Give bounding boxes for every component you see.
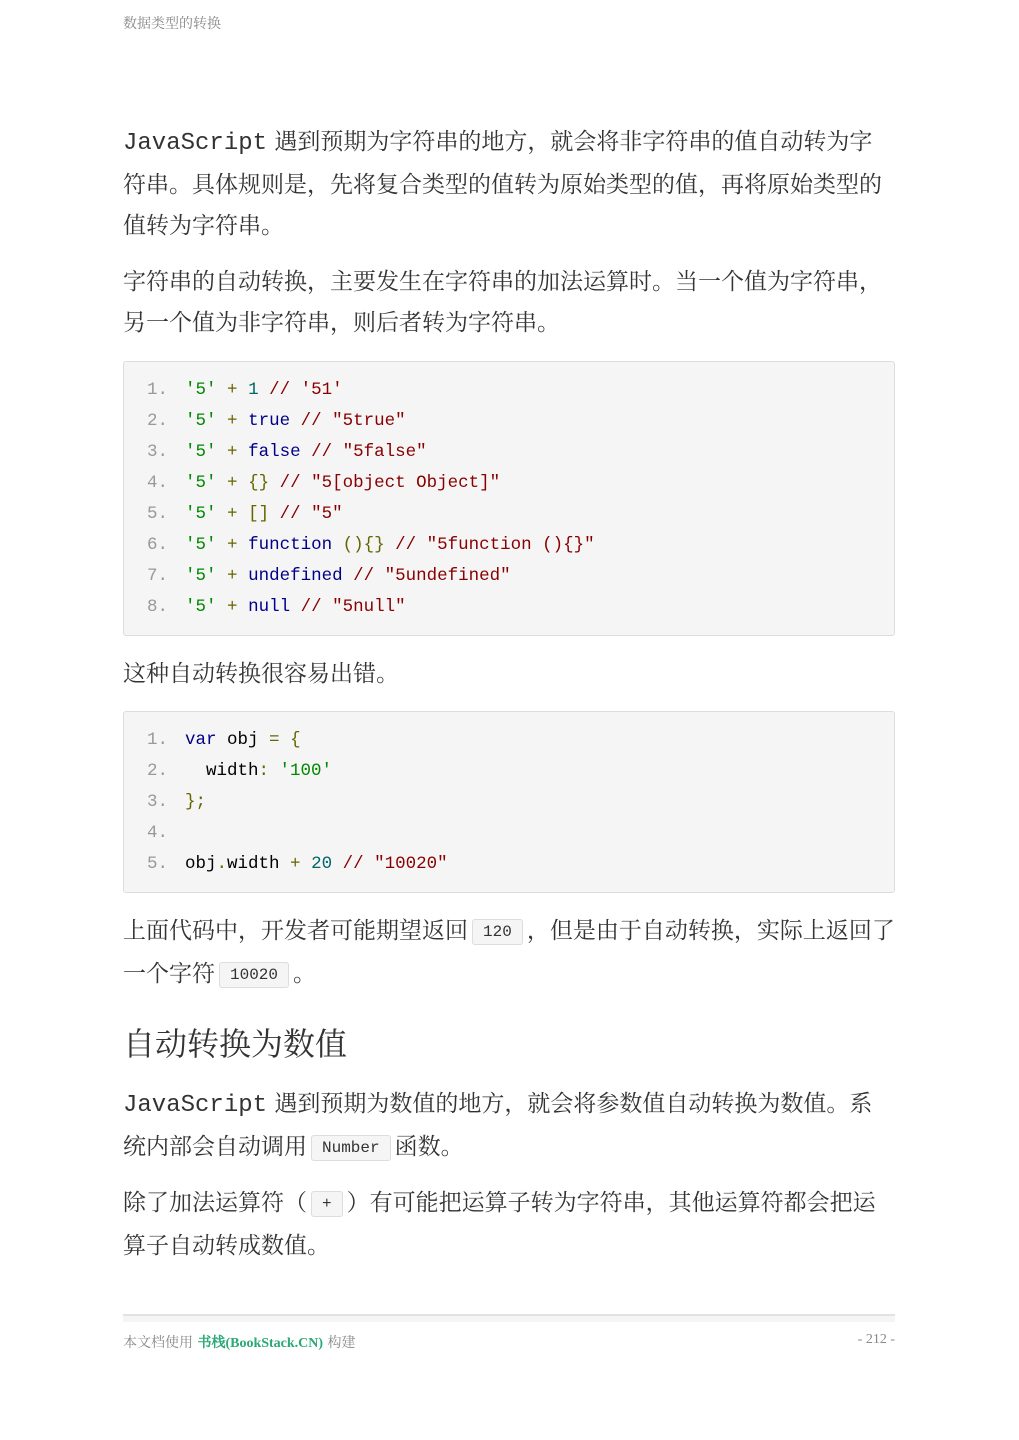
line-number: 3. (146, 792, 168, 812)
code-token: + (227, 503, 238, 524)
code-token (280, 730, 291, 750)
code-token (217, 380, 228, 400)
footer-text: 本文档使用 (123, 1335, 193, 1351)
code-token: + (227, 596, 238, 617)
code-token: // "5null" (300, 596, 406, 617)
code-token (238, 504, 249, 524)
paragraph-error-prone: 这种自动转换很容易出错。 (123, 660, 399, 687)
paragraph-text: 遇到预期为字符串的地方，就会将非字符串的值自动转为字符串。具体规则是，先将复合类型的值转为原始类型的值，再将原始类型的值转为字符串。 (123, 129, 882, 239)
code-token: // "5false" (311, 441, 427, 462)
code-line (124, 756, 894, 787)
code-token: + (227, 441, 238, 462)
line-number: 3. (146, 441, 168, 462)
code-block-continued (123, 1314, 895, 1322)
code-line (124, 499, 894, 530)
code-token (385, 535, 396, 555)
code-token: // "5[object Object]" (279, 472, 501, 493)
code-token: width (227, 854, 291, 874)
inline-monospace-term: JavaScript (123, 1092, 268, 1119)
code-token: true (248, 410, 291, 431)
inline-code: Number (311, 1135, 391, 1161)
code-token (269, 761, 280, 781)
code-token (301, 854, 312, 874)
code-token: '100' (279, 761, 333, 781)
code-line (124, 468, 894, 499)
code-token: '5' (185, 565, 217, 586)
code-token: + (227, 410, 238, 431)
code-token: + (227, 534, 238, 555)
code-line (124, 849, 894, 880)
code-token (290, 411, 301, 431)
code-token: : (258, 761, 270, 781)
code-line (124, 530, 894, 561)
code-line (124, 592, 894, 623)
code-token: + (227, 565, 238, 586)
code-token: 1 (248, 379, 259, 400)
code-line (124, 818, 894, 849)
code-token: '5' (185, 379, 217, 400)
code-token (238, 597, 249, 617)
line-number: 6. (146, 534, 168, 555)
code-token (290, 597, 301, 617)
code-token (332, 535, 343, 555)
line-number: 7. (146, 565, 168, 586)
paragraph-text: 上面代码中，开发者可能期望返回 (123, 918, 468, 944)
code-line (124, 437, 894, 468)
code-line (124, 787, 894, 818)
code-token (217, 597, 228, 617)
page-number: - 212 - (857, 1332, 895, 1347)
line-number: 2. (146, 410, 168, 431)
code-token: // "5true" (300, 410, 406, 431)
code-token: // "5function (){}" (395, 534, 595, 555)
code-token: + (290, 854, 301, 874)
code-token (217, 535, 228, 555)
code-line (124, 406, 894, 437)
code-line (124, 725, 894, 756)
code-token: undefined (248, 565, 343, 586)
running-header: 数据类型的转换 (123, 16, 221, 32)
code-token (332, 854, 343, 874)
code-token: {} (248, 472, 270, 493)
code-token: false (248, 441, 301, 462)
line-number: 8. (146, 596, 168, 617)
code-token: (){} (342, 534, 385, 555)
code-token: '5' (185, 441, 217, 462)
code-block-string-conversion (123, 361, 895, 636)
code-token: // "10020" (342, 854, 448, 874)
code-token: var (185, 730, 217, 750)
code-token: null (248, 596, 291, 617)
code-token: '5' (185, 472, 217, 493)
code-token (217, 473, 228, 493)
paragraph-text: ）有可能把运算子转为字符串，其他运算符都会把运算子自动转成数值。 (123, 1190, 876, 1259)
code-line (124, 375, 894, 406)
paragraph-operators (123, 1183, 895, 1267)
line-number: 1. (146, 379, 168, 400)
code-token: 20 (311, 854, 333, 874)
code-token: '5' (185, 534, 217, 555)
code-token: [] (248, 503, 270, 524)
code-token (238, 411, 249, 431)
code-token: obj (216, 730, 270, 750)
inline-monospace-term: JavaScript (123, 130, 268, 157)
paragraph-string-addition: 字符串的自动转换，主要发生在字符串的加法运算时。当一个值为字符串，另一个值为非字符串，则后者转为字符串。 (123, 268, 882, 336)
code-token: function (248, 534, 333, 555)
code-token (238, 535, 249, 555)
code-token: '5' (185, 503, 217, 524)
code-token (238, 566, 249, 586)
code-token: // "5" (279, 503, 343, 524)
paragraph-text: 遇到预期为数值的地方，就会将参数值自动转换为数值。系统内部会自动调用 (123, 1091, 873, 1160)
line-number: 4. (146, 823, 168, 843)
inline-code: 10020 (219, 962, 289, 988)
code-token: '5' (185, 410, 217, 431)
footer-text: 构建 (327, 1335, 356, 1351)
line-number: 5. (146, 503, 168, 524)
code-token: // "5undefined" (353, 565, 511, 586)
bookstack-link[interactable]: 书栈(BookStack.CN) (197, 1336, 324, 1351)
code-token: // '51' (269, 379, 343, 400)
code-token: { (290, 730, 301, 750)
code-token (238, 473, 249, 493)
line-number: 5. (146, 854, 168, 874)
inline-code: 120 (472, 919, 523, 945)
paragraph-text: 。 (293, 960, 317, 987)
code-token: width (185, 761, 259, 781)
code-token: + (227, 379, 238, 400)
code-block-object-width (123, 711, 895, 893)
paragraph-text: 函数。 (394, 1133, 464, 1160)
code-token: '5' (185, 596, 217, 617)
inline-code: + (311, 1191, 343, 1217)
code-token: + (227, 472, 238, 493)
footer-credit (123, 1332, 356, 1352)
paragraph-text: 除了加法运算符（ (123, 1190, 307, 1216)
code-token (217, 504, 228, 524)
page-content (123, 122, 895, 1281)
paragraph-text: ，但是由于自动转换，实际上返回了一个字符 (123, 918, 895, 987)
code-token (259, 380, 270, 400)
code-token (238, 380, 249, 400)
code-token (269, 504, 280, 524)
code-token (269, 473, 280, 493)
code-token (343, 566, 354, 586)
code-token (217, 411, 228, 431)
paragraph-intro (123, 122, 895, 248)
line-number: 4. (146, 472, 168, 493)
code-token: obj (185, 854, 217, 874)
code-token (301, 442, 312, 462)
code-token: . (216, 854, 228, 874)
section-heading: 自动转换为数值 (123, 1025, 348, 1063)
code-token: = (269, 730, 280, 750)
paragraph-expected-result (123, 911, 895, 996)
line-number: 2. (146, 761, 168, 781)
code-token (217, 442, 228, 462)
code-token (217, 566, 228, 586)
line-number: 1. (146, 730, 168, 750)
code-token: }; (185, 792, 207, 812)
code-token (238, 442, 249, 462)
paragraph-number-conversion (123, 1084, 895, 1169)
code-line (124, 561, 894, 592)
